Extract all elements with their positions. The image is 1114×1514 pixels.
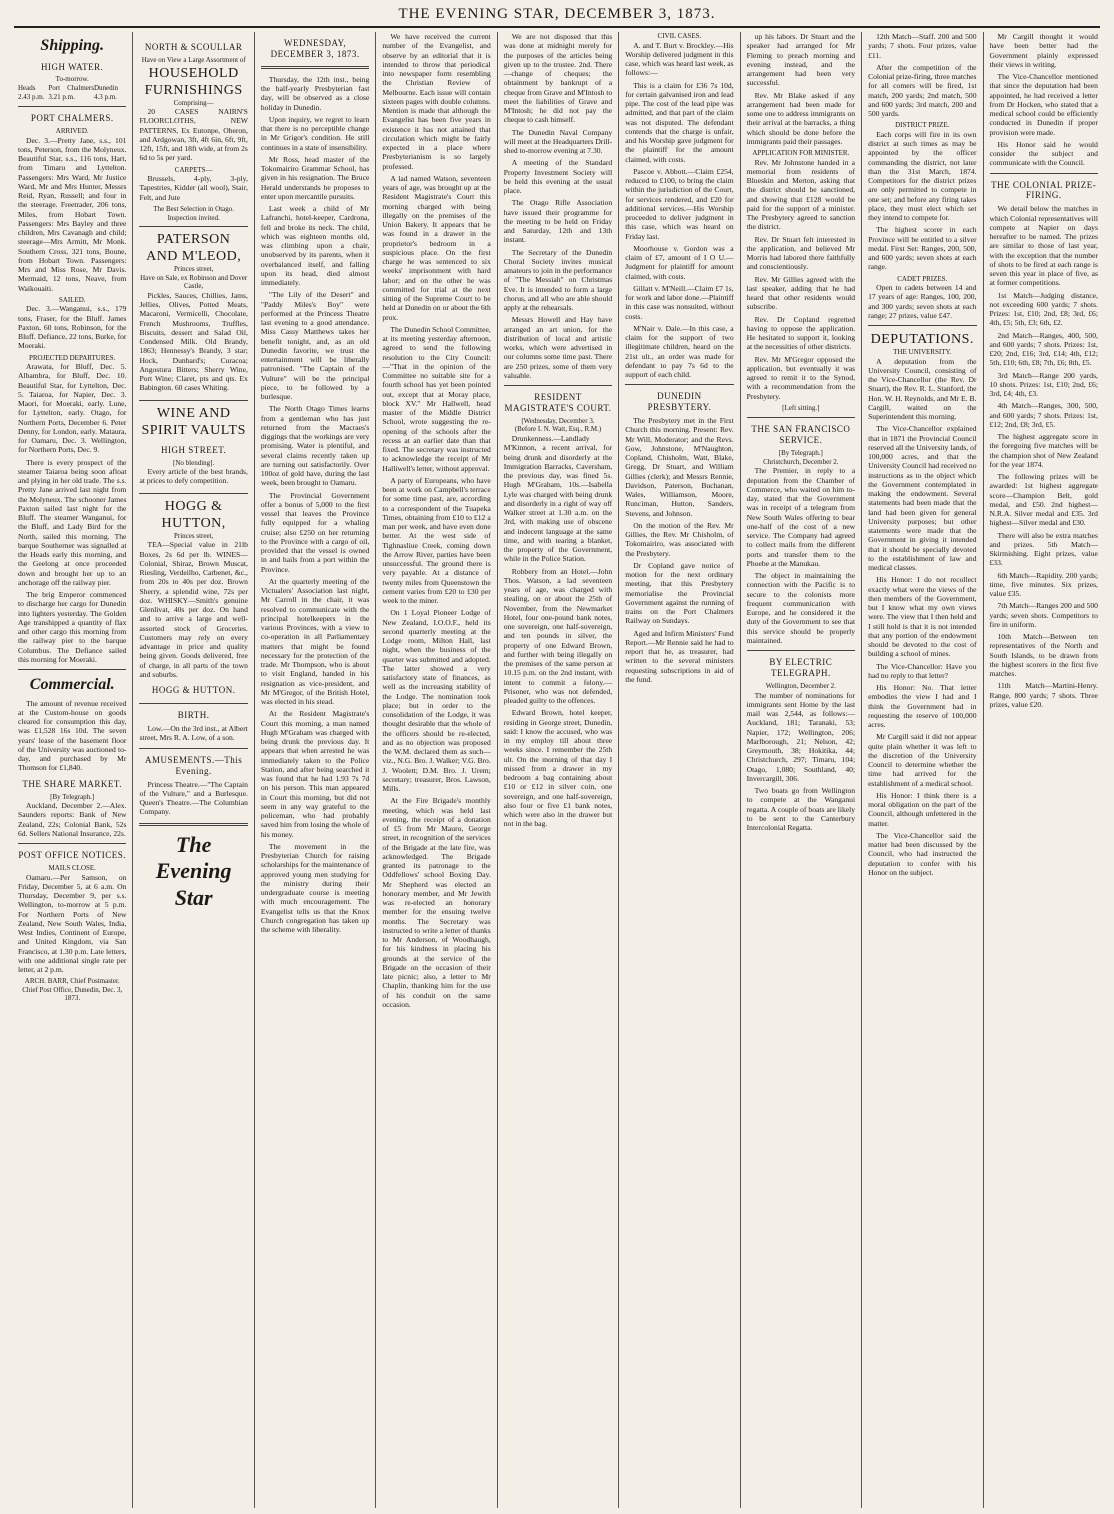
paragraph: The movement in the Presbyterian Church for raising scholarships for the maintenance of approved young men studying for the ministry during their undergraduate course is meeting with much encouragement. The Evangelist tells us that the Knox Church congregation has taken up the scheme with liberality. (260, 841, 370, 935)
divider (868, 325, 976, 326)
columns (12, 32, 1104, 1508)
ad-subtitle: Princes street, (174, 265, 214, 274)
rm-court-heading: RESIDENT MAGISTRATE'S COURT. (504, 392, 612, 413)
port-heading: PORT CHALMERS. (30, 113, 114, 124)
high-water-heading: HIGH WATER. (41, 61, 104, 72)
paragraph: Drunkenness.—Landlady M'Kinnon, a recent arrival, for being drunk and disorderly at the Immigration Barracks, Caversham, the previous day, was fined 5s. Hugh M'Graham, 10s.—Isabella Lyle was charged with being drunk and disorderly in a right of way off Walker street at 1.30 a.m. on the 3rd, with making use of obscene and indecent language at the same time, and with tearing a blanket, the property of the Government, while in the Police Station. (503, 434, 613, 564)
column-deputations (861, 32, 982, 1508)
nameplate: The Evening Star (155, 831, 232, 911)
ad-hogg-hutton (139, 494, 247, 704)
paragraph: Thursday, the 12th inst., being the half-yearly Presbyterian fast day, will be observed as a close holiday in Dunedin. (260, 74, 370, 112)
paragraph: The following prizes will be awarded: 1st highest aggregate score—Champion Belt, gold medal, and £50. 2nd highest—N.R.A. Silver medal and £35. 3rd highest—Silver medal and £30. (989, 472, 1098, 528)
tide-heads: Heads 2.43 p.m. (18, 84, 45, 101)
paragraph: 6th Match—Rapidity. 200 yards; time, five minutes. Six prizes, value £35. (989, 570, 1098, 599)
paragraph: 7th Match—Ranges 200 and 500 yards; seven shots. Competitors to fire in uniform. (989, 601, 1098, 629)
paragraph: Aged and Infirm Ministers' Fund Report.—Mr Rennie said he had to report that he, as treasurer, had written to the several ministers requesting subscriptions in aid of the fund. (625, 628, 734, 684)
paragraph: After the competition of the Colonial prize-firing, three matches for all comers will be fired, 1st match, 200 yards; 2nd match, 500 and 600 yards; 3rd match, 200 and 500 yards. (868, 62, 977, 118)
paragraph: Last week a child of Mr Lafranchi, hotel-keeper, Cardrona, fell and broke its neck. The child, which was eighteen months old, was climbing upon a chair, unobserved by its parents, when it overbalanced itself, and falling upon its head, died almost immediately. (260, 204, 370, 288)
paragraph: His Honor: No. That letter embodies the view I had and I think the Government had in requesting the reserve of 100,000 acres. (868, 683, 977, 730)
district-prize-heading: DISTRICT PRIZE. (895, 121, 950, 130)
dateline: Wellington, December 2. (765, 682, 836, 690)
paragraph: His Honor: I think there is a moral obligation on the part of the Council, although unfettered in the matter. (868, 790, 977, 828)
divider (747, 417, 855, 418)
paragraph: We have received the current number of the Evangelist, and observe by an editorial that it is intended to throw that periodical into newspaper form resembling the Christian Review of Melbourne. Each issue will contain sixteen pages with double columns. Mention is made that although the Evangelist has been five years in existence it has not attained that circulation which might be fairly expected in a place where Presbyterianism is so largely professed. (382, 32, 491, 171)
divider (18, 843, 126, 844)
paragraph: 11th Match—Martini-Henry. Range, 800 yards; 7 shots. Three prizes, value £20. (989, 681, 1098, 709)
ad-wine-vaults (139, 401, 247, 494)
ad-heading: NORTH & SCOULLAR (144, 42, 243, 52)
carpets-label: CARPETS— (174, 165, 213, 174)
tomorrow-label: To-morrow. (55, 75, 89, 84)
ad-text: Have on View a Large Assortment of (141, 55, 246, 64)
column-court (497, 32, 618, 1508)
arrivals-text: Dec. 3.—Pretty Jane, s.s., 101 tons, Peterson, from the Molyneux. Beautiful Star, s.s., 116 tons, Hart, from Timaru and Lyttelton. Passengers: Mrs Ward, Mr Justice Ward, Mr and Mrs Hunter, Messrs Reid, Ryan, Russell; and four in the steerage. Freetrader, 206 tons, Miles, from Hobart Town. Passengers: Mrs Bayley and three children, Mrs Cavanagh and child; steerage—Mrs Armitt, Mr Monk. Southern Cross, 321 tons, Boune, from Hobart Town. Passengers: Mrs and Miss Rose, Mr Davis. Mermaid, 12 tons, Neave, from Waikouaiti. (18, 135, 127, 293)
paragraph: Each corps will fire in its own district at such times as may be appointed by the officer commanding the district, not later than the 31st March, 1874. Competitors for the district prizes are only permitted to compete in one set; and before any firing takes place, they must elect which set they intend to compete for. (868, 129, 977, 223)
paragraph: up his labors. Dr Stuart and the speaker had arranged for Mr Fleming to preach morning and evening instead, and the arrangement had been very successful. (746, 32, 856, 88)
paragraph: Mr Cargill said it did not appear quite plain whether it was left to the discretion of the University Council to determine whether the time had arrived for the establishment of a medical school. (868, 732, 977, 788)
paragraph: The Vice-Chancellor mentioned that since the deputation had been appointed, he had received a letter from Dr Hocken, who stated that a medical school could be efficiently conducted in Dunedin if proper provision were made. (989, 72, 1098, 137)
paragraph: Rev. Mr Johnstone handed in a memorial from residents of Blueskin and Merton, asking that the district should be sanctioned, and showing that £128 would be paid for the support of a minister. The Presbytery agreed to sanction the district. (746, 157, 856, 232)
post-office-dateline: Chief Post Office, Dunedin, Dec. 3, 1873. (22, 985, 123, 1003)
column-shipping (12, 32, 132, 1508)
post-office-text: Oamaru.—Per Samson, on Friday, December 5, at 6 a.m. On Thursday, December 9, per s.s. Wellington, to-morrow at 5 p.m. For Northern Ports of New Zealand, New South Wales, India, West Indies, Continent of Europe, and United Kingdom, via San Francisco, at 1.30 p.m. Late letters, with one additional single rate per letter, at 2 p.m. (18, 872, 127, 975)
paragraph: There will also be extra matches and prizes. 5th Match—Skirmishing. Eight prizes, value £33. (989, 530, 1098, 568)
column-prize-firing (983, 32, 1104, 1508)
column-civil-presbytery (618, 32, 739, 1508)
paragraph: This is a claim for £36 7s 10d, for certain galvanised iron and lead pipe. The cost of the lead pipe was admitted, and that part of the claim was not disputed. The defendant contends that the charge is unfair, and his Worship gave judgment for the plaintiff for the amount claimed, with costs. (625, 80, 734, 164)
paragraph: Moorhouse v. Gordon was a claim of £7, amount of I O U.—Judgment for plaintiff for amount claimed, with costs. (625, 243, 734, 281)
ad-footer: The Best Selection in Otago. Inspection invited. (153, 204, 234, 222)
colonial-prize-firing-heading: THE COLONIAL PRIZE-FIRING. (991, 179, 1097, 201)
divider (18, 106, 126, 107)
divider (747, 650, 855, 651)
dateline: Christchurch, December 2. (763, 457, 839, 466)
paragraph: The number of nominations for immigrants sent Home by the last mail was 2,544, as follows:—Auckland, 181; Taranaki, 53; Napier, 172; Wellington, 206; Marlborough, 21; Nelson, 42; Greymouth, 38; Hokitika, 44; Christchurch, 297; Timaru, 104; Otago, 1,080; Southland, 40; Invercargill, 306. (746, 690, 856, 783)
amusements-text: Princess Theatre.—"The Captain of the Vulture," and a Burlesque. Queen's Theatre.—The Columbian Company. (139, 779, 248, 817)
column-telegraph (740, 32, 861, 1508)
paragraph: The highest aggregate score in the foregoing five matches will be the champion shot of New Zealand for the year 1874. (989, 432, 1098, 469)
paragraph: Upon inquiry, we regret to learn that there is no perceptible change in Mr Grigor's condition. He still continues in a state of insensibility. (260, 114, 370, 152)
paragraph: The Premier, in reply to a deputation from the Chamber of Commerce, who waited on him to-day, stated that the Government was in receipt of a telegram from New South Wales offering to bear one-half of the cost of a new service. The Company had agreed to collect mails from the different ports and transfer them to the Phoebe at the Manukau. (746, 466, 856, 568)
paragraph: 1st Match—Judging distance, not exceeding 600 yards; 7 shots. Prizes: 1st, £10; 2nd, £8; 3rd, £6; 4th, £5; 5th, £3; 6th, £2. (989, 290, 1098, 328)
cadet-prizes-heading: CADET PRIZES. (897, 274, 948, 283)
projected-heading: PROJECTED DEPARTURES. (28, 353, 116, 362)
column-news (375, 32, 496, 1508)
share-market-text: Auckland, December 2.—Alex. Saunders reports: Bank of New Zealand, 22s; Colonial Bank, 52s 6d. Sellers National Insurance, 22s. (18, 801, 127, 838)
post-office-heading: POST OFFICE NOTICES. (18, 850, 127, 861)
paragraph: Open to cadets between 14 and 17 years of age: Ranges, 100, 200, and 300 yards; seven shots at each range; 27 prizes, value £47. (868, 283, 977, 320)
shipping-notes-2: The brig Emperor commenced to discharge her cargo for Dunedin into lighters yesterday. The Golden Age transhipped a quantity of flax and other cargo this morning from the railway pier to the barque Columbus. The Defiance sailed this morning for Moeraki. (18, 590, 127, 664)
paragraph: The Vice-Chancellor explained that in 1871 the Provincial Council reserved all the University lands, of 100,000 acres, and that the University Council had received no instructions as to the object which the Government contemplated in making the endowment. Several statements had been made that the land had been given for general University purposes; but other statements were made that the Government in giving it intended that it should be specially devoted to the establishment of law and medical classes. (868, 424, 977, 573)
paragraph: We detail below the matches in which Colonial representatives will compete at Napier on days hereafter to be named. The prizes are similar to those of last year, with the exception that the number of shots to be fired at each range is seven this year in place of five, as at former competitions. (989, 204, 1098, 288)
ad-body: 20 CASES NAIRN'S FLOORCLOTHS, NEW PATTERNS, Ex Eutonpe, Oberon, and Ardgowan, 3ft, 4ft 6in, 6ft, 9ft, 12ft, 15ft, and 18ft wide, at from 2s 6d to 5s per yard. (139, 107, 248, 163)
paragraph: Rev. Dr Copland regretted having to oppose the application. He hesitated to support it, looking at the necessities of other districts. (746, 314, 856, 352)
divider (261, 66, 369, 69)
ad-text: Have on Sale, ex Robinson and Dover Castle, (140, 273, 248, 291)
paragraph: His Honor said he would consider the subject and communicate with the Council. (989, 139, 1098, 168)
paragraph: Rev. Mr M'Gregor opposed the application, but eventually it was agreed to remit it to the Synod, with a recommendation from the Presbytery. (746, 354, 856, 401)
divider (18, 669, 126, 670)
paragraph: The Vice-Chancellor said the matter had been discussed by the Council, who had instructed the deputation to confer with his Honor on the subject. (868, 830, 977, 877)
left-sitting: [Left sitting.] (782, 403, 820, 412)
paragraph: The Presbytery met in the First Church this morning. Present: Rev. Mr Will, Moderator; and the Revs. Gow, Johnstone, M'Naughton, Copland, Chisholm, Watt, Blake, Gregg, Dr Stuart, and William Gillies (clerk); and Messrs Rennie, Davidson, Paterson, Buchanan, Wales, Williamson, Moore, Runciman, Hutton, Sanders, Stevens, and Johnson. (625, 416, 734, 518)
paragraph: The Otago Rifle Association have issued their programme for the meeting to be held on Friday and Saturday, 12th and 13th instant. (503, 198, 613, 245)
paragraph: A party of Europeans, who have been at work on Campbell's terrace for some time past, are, according to a correspondent of the Tuapeka Times, obtaining from £10 to £12 a man per week, and have even done better. At the west side of Tighnasliue Creek, coming down the Arrow River, parties have been unsuccessful. The ground there is very payable. At a distance of twenty miles from Queenstown the cement varies from £20 to £30 per week to the miner. (382, 475, 491, 605)
ad-subtitle: HIGH STREET. (160, 444, 227, 455)
ad-body: Every article of the best brands, at prices to defy competition. (139, 467, 248, 486)
paragraph: Gillatt v. M'Neill.—Claim £7 1s, for work and labor done.—Plaintiff in this case was nonsuited, without costs. (625, 283, 734, 321)
divider (625, 384, 733, 385)
paragraph: 10th Match—Between ten representatives of the North and South Islands, to be drawn from the highest scorers in the first five matches. (989, 632, 1098, 679)
presbytery-heading: DUNEDIN PRESBYTERY. (647, 391, 712, 413)
paragraph: Mr Cargill thought it would have been better had the Government plainly expressed their views in writing. (989, 32, 1098, 69)
ad-body: TEA—Special value in 21lb Boxes, 2s 6d per lb. WINES—Colonial, Shiraz, Brown Muscat, Riesling, Verdeilho, Carbenet, &c., from 20s to 40s per doz. Brown Sherry, a splendid wine, 72s per doz. WHISKY—Smith's genuine Glenlivat, 40s per doz. On hand and to arrive a large and well-assorted stock of Groceries. Customers may rely on every advantage in price and quality being given. Goods delivered, free of charge, in all parts of the town and suburbs. (139, 540, 248, 679)
paragraph: M'Nair v. Dale.—In this case, a claim for the support of two illegitimate children, heard on the 21st ult., an order was made for defendant to pay 7s 6d to the support of each child. (625, 323, 734, 380)
tide-port-chalmers: Port Chalmers 3.21 p.m. (48, 84, 94, 101)
paragraph: The Secretary of the Dunedin Choral Society invites musical amateurs to join in the performance of "The Messiah" on Christmas Eve. It is intended to form a large chorus, and all who are able should apply at the rehearsals. (503, 247, 613, 312)
ad-title: WINE AND SPIRIT VAULTS (141, 405, 246, 438)
paragraph: The Dunedin School Committee, at its meeting yesterday afternoon, agreed to send the following resolution to the City Council:—"That in the opinion of the Committee no suitable site for a fourth school has yet been pointed out, except that at Moray place, block XV." Mr Hallwell, head master of the Middle District School, wrote suggesting the re-opening of the schools after the recess at an earlier date than that fixed. The secretary was instructed to acknowledge the receipt of Mr Halliwell's letter, without approval. (382, 324, 491, 473)
ad-items: Pickles, Sauces, Chillies, Jams, Jellies, Olives, Potted Meats, Macaroni, Vermicelli, Chocolate, French Mushrooms, Truffles, Biscuits, dessert and Salad Oil, Condensed Milk. Old Brandy, 1863; Hennessy's Brandy, 3 star; Hock, Dunbard's; Curacoa; Angostura Bitters; Sherry Wine, Port Wine; Claret, pts and qts. Ex Babington. 60 cases Whiting. (139, 290, 248, 393)
paragraph: A lad named Watson, seventeen years of age, was brought up at the Resident Magistrate's Court this morning charged with being illegally on the premises of the Union Bakery. It appears that he was found in a drawer in the proprietor's bedroom in a suspicious place. On the first charge he was sentenced to six weeks' imprisonment with hard labor; and on the other he was committed for trial at the next sitting of the Supreme Court to be held at Dunedin on or about the 6th prox. (382, 173, 491, 322)
university-heading: THE UNIVERSITY. (893, 348, 952, 357)
divider (504, 385, 612, 386)
paragraph: 4th Match—Ranges, 300, 500, and 600 yards; 7 shots. Prizes: 1st, £12; 2nd, £8; 3rd, £5. (989, 401, 1098, 429)
paragraph: 2nd Match—Ranges, 400, 500, and 600 yards; 7 shots. Prizes: 1st, £20; 2nd, £16; 3rd, £14; 4th, £12; 5th, £10; 6th, £8; 7th, £6; 8th, £5. (989, 330, 1098, 368)
shipping-heading: Shipping. (40, 37, 105, 54)
telegraph-label: [By Telegraph.] (778, 449, 823, 458)
sailed-heading: SAILED. (58, 295, 86, 304)
paragraph: On the motion of the Rev. Mr Gillies, the Rev. Mr Chisholm, of Tokomairiro, was associated with the Presbytery. (625, 520, 734, 558)
arrived-heading: ARRIVED. (55, 127, 89, 136)
paragraph: 3rd Match—Range 200 yards, 10 shots. Prizes: 1st, £10; 2nd, £6; 3rd, £4; 4th, £3. (989, 370, 1098, 399)
ad-north-scoullar (139, 32, 247, 227)
ad-title: HOGG & HUTTON, (161, 498, 226, 531)
paragraph: Dr Copland gave notice of motion for the next ordinary meeting, that this Presbytery memorialise the Provincial Government against the running of trains on the Port Chalmers Railway on Sundays. (625, 560, 734, 626)
civil-cases-heading: CIVIL CASES. (657, 32, 702, 40)
ad-title: HOUSEHOLD FURNISHINGS (144, 65, 243, 98)
birth-heading: BIRTH. (177, 710, 210, 721)
paragraph: Rev. Mr Blake asked if any arrangement had been made for some one to address immigrants on their arrival at the barracks, a thing which should be done before the immigrants paid their passages. (746, 90, 856, 146)
birth-text: Low.—On the 3rd inst., at Albert street, Mrs R. A. Low, of a son. (139, 724, 248, 743)
projected-text: Arawata, for Bluff, Dec. 5. Albambra, for Bluff, Dec. 10. Beautiful Star, for Lyttelton, Dec. 5. Taiaroa, for Napier, Dec. 3. Maori, for Moeraki, early. Lune, for Lyttelton, early. Otago, for Northern Ports, December 6. Peter Denny, for London, early. Mataura, for Oamaru, Dec. 3. Wellington, for Northern Ports, Dec. 9. (18, 362, 127, 455)
tide-times (18, 84, 126, 101)
shipping-notes: There is every prospect of the steamer Taiaroa being soon afloat and plying in her old trade. The s.s. Pretty Jane arrived last night from the Molyneux. The schooner James Paxton sailed last night for the Bluff. The steamer Wanganui, for the Bluff, and Lady Bird for the North, sailed this morning. The barque Southerner was signalled at the Heads early this morning, and the Geelong at once proceeded down and brought her up to an anchorage off the railway pier. (18, 457, 127, 587)
commercial-heading: Commercial. (29, 676, 115, 694)
rm-court-before: (Before I. N. Watt, Esq., R.M.) (514, 425, 602, 434)
paragraph: 12th Match—Staff. 200 and 500 yards; 7 shots. Four prizes, value £11. (868, 32, 977, 60)
paragraph: A meeting of the Standard Property Investment Society will be held this evening at the usual place. (503, 158, 613, 195)
mails-close-heading: MAILS CLOSE. (48, 864, 96, 873)
paragraph: A. and T. Burt v. Brockley.—His Worship delivered judgment in this case, which was heard last week, as follows:— (625, 40, 734, 78)
paragraph: The object in maintaining the connection with the Pacific is to secure to the colonists more frequent communication with Europe, and he considered it the duty of the Government to see that this service should be properly maintained. (746, 571, 856, 645)
column-editorial (254, 32, 375, 1508)
divider (139, 748, 247, 749)
paragraph: Edward Brown, hotel keeper, residing in George street, Dunedin, said: I know the accused, who was in my employ till about three weeks since. I remember the 25th ult. On the morning of that day I missed from a drawer in my bedroom a bag containing about £10 or £12 in silver coin, one sovereign, and one half-sovereign, also four or five £1 bank notes, which were also in the drawer but not in the bag. (503, 708, 613, 829)
paragraph: Messrs Howell and Hay have arranged an art union, for the distribution of local and artistic works, which were advertised in our columns some time past. There are 250 prizes, some of them very valuable. (503, 315, 613, 380)
paragraph: Pascoe v. Abbott.—Claim £254, reduced to £100, to bring the claim within the jurisdiction of the Court, for services rendered, and £20 for additional services.—His Worship proceeded to deliver judgment in this case, which was heard on Friday last. (625, 166, 734, 241)
column-advertisements (132, 32, 253, 1508)
paragraph: At the quarterly meeting of the Victualers' Association last night, Mr Carroll in the chair, it was resolved to communicate with the principal hotelkeepers in the various Provinces, with a view to co-operation in all Parliamentary matters that might be found necessary for the protection of the trade. Mr Thompson, who is about to visit England, handed in his resignation as vice-president, and Mr M'Gregor, of the British Hotel, was elected in his stead. (260, 576, 370, 707)
ad-title: PATERSON AND M'LEOD, (146, 232, 242, 265)
paragraph: At the Resident Magistrate's Court this morning, a man named Hugh M'Graham was charged with being drunk the previous day. It appears that when arrested he was immediately taken to the Police Station, and after being searched it was found that he had 1.93 7s 7d on his person. This man appeared in Court this morning, but did not seem in any way grateful to the policeman, who had probably saved him from losing the whole of his money. (260, 709, 370, 839)
ad-paterson-mleod (139, 227, 247, 401)
paragraph: The Provincial Government offer a bonus of 5,000 to the first vessel that leaves the Province fully equipped for a whaling cruise; also £250 on her returning to the Province with a cargo of oil, provided that the vessel is owned in and hails from a port within the Province. (260, 490, 370, 574)
paragraph: His Honor: I do not recollect exactly what were the views of the then members of the Government, but I know what my own views were. The view that I then held and I still hold is that it is not intended that any portion of the endowment should be devoted to the cost of building a school of mines. (868, 575, 977, 659)
dateline: WEDNESDAY, DECEMBER 3, 1873. (270, 38, 360, 59)
telegraph-label: [By Telegraph.] (50, 792, 95, 801)
san-francisco-heading: THE SAN FRANCISCO SERVICE. (751, 424, 851, 446)
ad-subtitle: Comprising— (173, 98, 214, 107)
share-market-heading: THE SHARE MARKET. (22, 778, 123, 789)
paragraph: On 1 Loyal Pioneer Lodge of New Zealand, I.O.O.F., held its second quarterly meeting at the Lodge room, Milton Hall, last night, when the business of the quarter was submitted and adopted. The latter showed a very satisfactory state of finances, as well as the increasing stability of the Lodge. The nomination took place; but in order to the consolidation of the Lodge, it was thought desirable that the whole of the officers should be re-elected, and as no objection was proposed the W.M. declared them as such—viz., N.G. Bro. J. Walker; V.G. Bro. J. Woolett; D.M. Bro. J. Urem; secretary; treasurer, Bros. Lawson, Mills. (382, 608, 491, 793)
paragraph: We are not disposed that this was done at midnight merely for the purposes of the articles being given up to the trustee. 2nd. There—change of cheques; the obtainment by bankrupt of a cheque from Grave and M'Intosh to meet the liabilities of Grave and M'Intosh; he did not pay the cheque to cash himself. (503, 32, 613, 125)
amusements-heading: AMUSEMENTS.—This Evening. (145, 754, 243, 776)
commercial-text: The amount of revenue received at the Custom-house on goods cleared for consumption this day, was £1,528 16s 10d. The seven years' lease of the basement floor of the University was auctioned to-day, and purchased by Mr Thomson for £1,840. (18, 698, 127, 773)
deputations-heading: DEPUTATIONS. (870, 332, 974, 348)
paragraph: At the Fire Brigade's monthly meeting, which was held last evening, the receipt of a donation of £5 from Mr Mauro, George street, in recognition of the services of the Brigade at the late fire, was acknowledged. The Brigade granted its patronage to the Oddfellows' school Boxing Day. Mr Shepherd was elected an honorary member, and Mr Jewith was re-elected an honorary member for the ensuing twelve months. The Secretary was instructed to write a letter of thanks to Mr Anderson, of Woodhaugh, for his kindness in placing his grounds at the service of the Brigade on the occasion of their late picnic; also, a letter to Mr Chaplin, thanking him for the use of his conduit on the same occasion. (382, 796, 491, 1009)
tide-dunedin: Dunedin 4.3 p.m. (93, 84, 119, 101)
paragraph: Two boats go from Wellington to compete at the Wanganui regatta. A couple of boats are likely to be sent to the Canterbury Intercolonial Regatta. (746, 786, 856, 833)
ad-subtitle: Princes street, (174, 531, 214, 540)
paragraph: The North Otago Times learns from a gentleman who has just returned from the Macraes's diggings that the workings are very promising. Water is plentiful, and several claims recently taken up are turning out satisfactorily. Over 100oz of gold have, during the last week, been brought to Oamaru. (260, 404, 370, 488)
ad-signature: HOGG & HUTTON. (151, 685, 236, 696)
paragraph: Robbery from an Hotel.—John Thos. Watson, a lad seventeen years of age, was charged with stealing, on or about the 25th of November, from the Newmarket Hotel, four one-pound bank notes, one sovereign, one half-sovereign, and ten pounds in silver, the property of one Edward Brown, and further with being illegally on the premises of the same person at 10.15 p.m. on the 2nd instant, with intent to commit a felony.—Prisoner, who was not defended, pleaded guilty to the offences. (503, 566, 613, 705)
divider (139, 823, 247, 826)
paragraph: The highest scorer in each Province will be entitled to a silver medal. First Set: Ranges, 200, 500, and 600 yards; seven shots at each range. (868, 225, 977, 272)
paragraph: Mr Ross, head master of the Tokomairiro Grammar School, has given in his resignation. The Bruce Herald understands he proposes to enter upon mercantile pursuits. (260, 154, 370, 201)
sailed-text: Dec. 3.—Wanganui, s.s., 179 tons, Fraser, for the Bluff. James Paxton, 60 tons, Robinson, for the Bluff. Defiance, 22 tons, Burke, for Moeraki. (18, 304, 127, 351)
paragraph: A deputation from the University Council, consisting of the Vice-Chancellor (the Rev. Dr Stuart), the Rev. R. L. Stanford, the Hon. W. H. Reynolds, and Mr E. B. Cargill, waited on the Superintendent this morning. (868, 356, 977, 422)
ad-note: [No blending]. (173, 458, 215, 467)
paragraph: The Dunedin Naval Company will meet at the Headquarters Drill-shed to-morrow evening at 7.30. (503, 127, 613, 155)
paragraph: "The Lily of the Desert" and "Paddy Miles's Boy" were performed at the Princess Theatre last evening to a good attendance. Miss Cassy Matthews takes her benefit tonight, and, as an old Dunedin favorite, we trust the entertainment will be liberally patronised. "The Captain of the Vulture" will be the principal piece, to be followed by a burlesque. (260, 290, 370, 402)
masthead: THE EVENING STAR, DECEMBER 3, 1873. (14, 6, 1100, 28)
paragraph: Rev. Dr Stuart felt interested in the application, and believed Mr Morris had labored there faithfully and conscientiously. (746, 234, 856, 272)
paragraph: Rev. Mr Gillies agreed with the last speaker, adding that he had heard that other residents would subscribe. (746, 274, 856, 312)
carpets-list: Brussels, 4-ply, 3-ply, Tapestries, Kidder (all wool), Stair, Felt, and Jute (139, 174, 248, 202)
postmaster-signature: ARCH. BARR, Chief Postmaster. (24, 977, 120, 986)
rm-court-date: [Wednesday, December 3. (521, 416, 595, 425)
application-heading: APPLICATION FOR MINISTER. (752, 149, 850, 157)
divider (990, 173, 1098, 174)
electric-telegraph-heading: BY ELECTRIC TELEGRAPH. (769, 657, 833, 679)
paragraph: The Vice-Chancellor: Have you had no reply to that letter? (868, 661, 977, 680)
